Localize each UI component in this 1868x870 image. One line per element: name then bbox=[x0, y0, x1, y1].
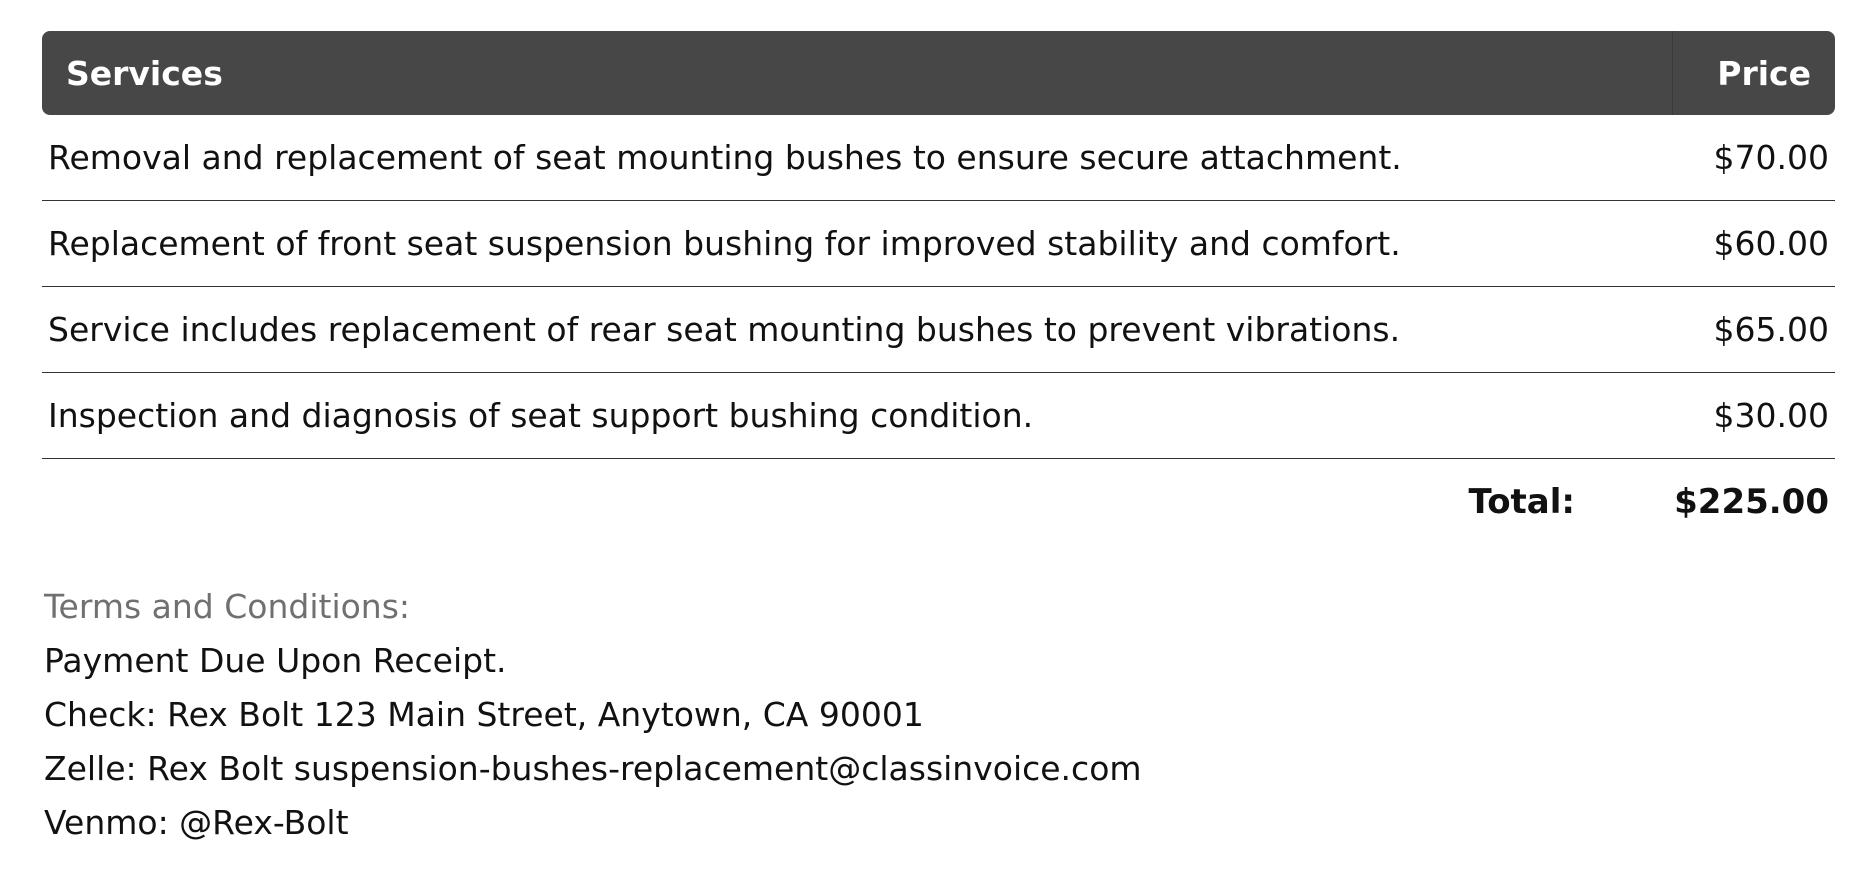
service-description: Service includes replacement of rear seat mounting bushes to prevent vibrations. bbox=[42, 287, 1672, 373]
terms-line-venmo: Venmo: @Rex-Bolt bbox=[44, 803, 349, 842]
terms-line-payment-due: Payment Due Upon Receipt. bbox=[44, 641, 507, 680]
service-price: $70.00 bbox=[1672, 115, 1835, 201]
total-label: Total: bbox=[1468, 482, 1575, 522]
service-description: Replacement of front seat suspension bushing for improved stability and comfort. bbox=[42, 201, 1672, 287]
total-value: $225.00 bbox=[1674, 482, 1829, 522]
table-row bbox=[42, 287, 1835, 373]
invoice bbox=[42, 31, 1835, 545]
terms-section bbox=[44, 580, 1142, 850]
terms-line-check: Check: Rex Bolt 123 Main Street, Anytown, CA 90001 bbox=[44, 695, 924, 734]
terms-line-zelle: Zelle: Rex Bolt suspension-bushes-replacement@classinvoice.com bbox=[44, 749, 1142, 788]
service-description: Inspection and diagnosis of seat support bushing condition. bbox=[42, 373, 1672, 459]
service-description: Removal and replacement of seat mounting bushes to ensure secure attachment. bbox=[42, 115, 1672, 201]
terms-heading: Terms and Conditions: bbox=[44, 587, 411, 626]
service-price: $30.00 bbox=[1672, 373, 1835, 459]
table-row bbox=[42, 115, 1835, 201]
service-price: $65.00 bbox=[1672, 287, 1835, 373]
table-header-row bbox=[42, 31, 1835, 115]
total-row bbox=[42, 459, 1835, 545]
service-price: $60.00 bbox=[1672, 201, 1835, 287]
table-row bbox=[42, 201, 1835, 287]
services-column-header: Services bbox=[42, 31, 1672, 115]
price-column-header: Price bbox=[1672, 31, 1835, 115]
services-table bbox=[42, 31, 1835, 459]
table-row bbox=[42, 373, 1835, 459]
